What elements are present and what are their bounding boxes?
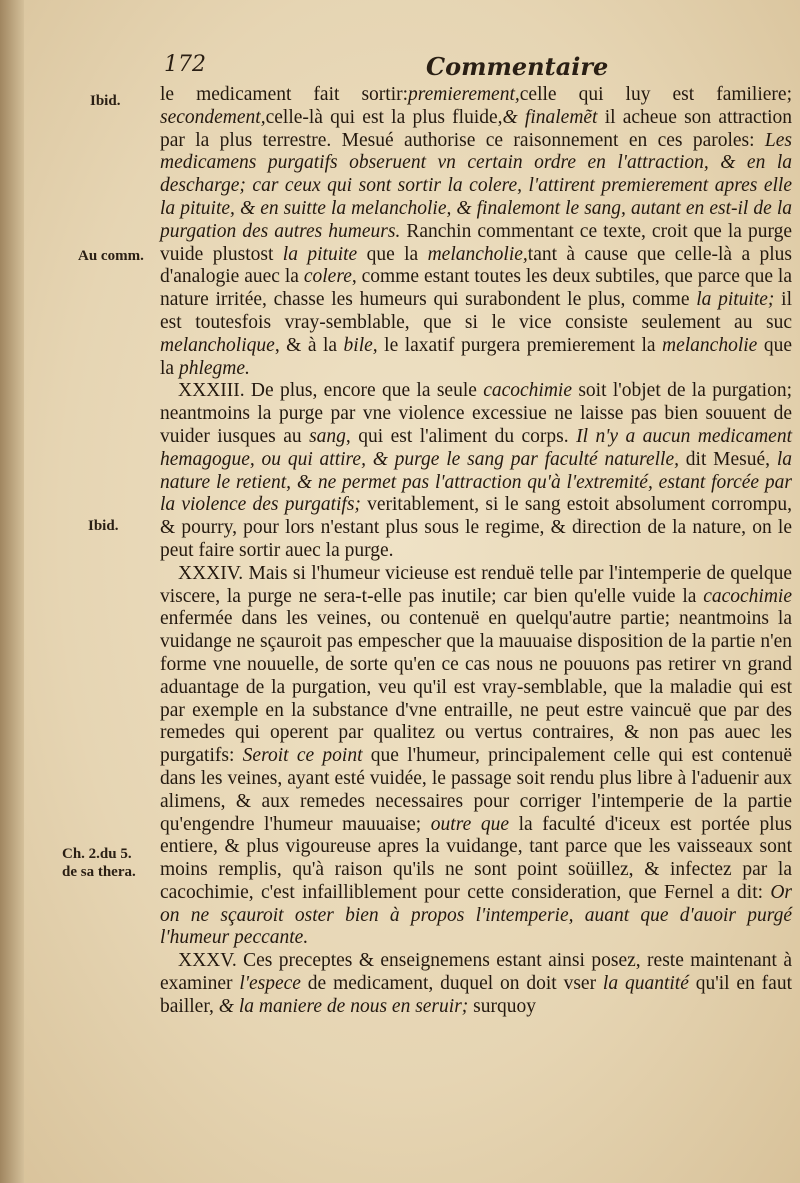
text-run: , comme estant toutes les deux subtiles, que parce que la nature irritée, chasse les humeurs qui surabondent le plus, comme: [160, 266, 792, 311]
text-run: qu'il en faut bailler,: [160, 973, 793, 1017]
margin-note-ibid-2: Ibid.: [88, 518, 119, 534]
italic-run: colere: [303, 266, 352, 288]
italic-run: melancholie: [662, 334, 758, 356]
text-run: tant à cause que celle-là a plus d'analogie auec la: [160, 243, 792, 288]
italic-run: la pituite;: [696, 289, 775, 311]
italic-run: cacochimie: [703, 585, 792, 607]
text-run: dit Mesué,: [679, 448, 777, 470]
text-run: celle qui luy est familiere;: [519, 84, 792, 105]
margin-note-au-comm: Au comm.: [78, 248, 144, 264]
text-run: XXXIV. Mais si l'humeur vicieuse est renduë telle par l'intemperie de quelque viscere, la purge ne sera-t-elle pas inutile; car bien qu'elle vuide la: [160, 562, 792, 607]
margin-note-chapter: Ch. 2.du 5.: [62, 846, 132, 862]
running-title: Commentaire: [426, 52, 609, 81]
italic-run: outre que: [430, 813, 509, 835]
paragraph-xxxv: [160, 950, 792, 1018]
text-run: Ranchin commentant ce texte, croit que la purge vuide plustost: [160, 220, 792, 265]
text-run: surquoy: [468, 995, 536, 1017]
italic-run: melancholie,: [427, 243, 528, 265]
paragraph-xxxiii: [160, 380, 792, 562]
binding-gutter: [0, 0, 24, 1183]
italic-run: la pituite: [282, 243, 358, 265]
text-run: que l'humeur, principalement celle qui est contenuë dans les veines, ayant esté vuidée, le passage soit rendu plus libre à l'aduenir aux alimens, & aux remedes necessaires pour corriger l'intemperie de la partie qu'engendre l'humeur mauuaise;: [160, 745, 792, 835]
margin-note-therapeutique: de sa thera.: [62, 864, 136, 880]
italic-run: & la maniere de nous en seruir;: [218, 995, 469, 1017]
italic-run: l'espece: [239, 973, 301, 995]
italic-run: cacochimie: [483, 380, 573, 402]
text-run: le laxatif purgera premierement la: [377, 334, 663, 356]
italic-run: & finalemẽt: [502, 106, 598, 128]
text-run: que la: [357, 243, 428, 265]
italic-run: Seroit ce point: [242, 745, 363, 767]
text-run: de medicament, duquel on doit vser: [300, 973, 603, 995]
italic-run: Or on ne sçauroit oster bien à propos l'intemperie, auant que d'auoir purgé l'humeur peccante.: [160, 881, 792, 949]
page-number: 172: [164, 52, 206, 77]
italic-run: secondement,: [160, 106, 266, 128]
italic-run: sang: [309, 425, 346, 447]
italic-run: premierement,: [408, 84, 520, 105]
text-run: XXXIII. De plus, encore que la seule: [178, 380, 484, 402]
paragraph-1: [160, 84, 792, 380]
italic-run: melancholique: [160, 334, 275, 356]
text-run: , qui est l'aliment du corps.: [345, 425, 577, 447]
text-run: le medicament fait sortir:: [160, 84, 409, 105]
text-run: veritablement, si le sang estoit absolument corrompu, & pourry, pour lors n'estant plus sous le regime, & direction de la nature, on le peut faire sortir auec la purge.: [160, 494, 792, 561]
text-run: que la: [160, 334, 792, 379]
text-run: enfermée dans les veines, ou contenuë en quelqu'autre partie; neantmoins la vuidange ne sçauroit pas empescher que la mauuaise disposition de la partie n'en forme vne nouuelle, de sorte qu'en ce cas nous ne pouuons pas retirer vn grand aduantage de la purgation, veu qu'il est vray-semblable, que la maladie qui est par exemple en la substance d'vne entraille, ne peut estre vaincuë que par des remedes qui operent par qualitez ou vertus contraires, & non pas auec les purgatifs:: [160, 608, 792, 767]
italic-run: Les medicamens purgatifs obseruent vn certain ordre en l'attraction, & en la descharge; car ceux qui sont sortir la colere, l'attirent premierement apres elle la pituite, & en suitte la melancholie, & finalemont le sang, autant en est-il de la purgation des autres humeurs.: [160, 129, 792, 242]
text-run: il est toutesfois vray-semblable, que si le vice consiste seulement au suc: [160, 289, 792, 333]
italic-run: la nature le retient, & ne permet pas l'attraction qu'à l'extremité, estant forcée par la violence des purgatifs;: [160, 448, 792, 516]
text-run: soit l'objet de la purgation; neantmoins la purge par vne violence excessiue ne laisse pas bien souuent de vuider iusques au: [160, 380, 792, 447]
margin-note-ibid-1: Ibid.: [90, 93, 121, 109]
main-text: [160, 84, 792, 1019]
text-run: celle-là qui est la plus fluide,: [265, 106, 503, 128]
paragraph-xxxiv: [160, 563, 792, 951]
text-run: , & à la: [274, 334, 344, 356]
page-header: [164, 52, 724, 88]
italic-run: bile,: [343, 334, 378, 356]
italic-run: la quantité: [602, 973, 689, 995]
text-run: XXXV. Ces preceptes & enseignemens estant ainsi posez, reste maintenant à examiner: [160, 950, 792, 995]
text-run: la faculté d'iceux est portée plus entiere, & plus vigoureuse apres la vuidange, tant parce que les vaisseaux sont moins remplis, qu'à raison qu'ils ne sont point soüillez, & infectez par la cacochimie, c'est infailliblement pour cette consideration, que Fernel a dit:: [160, 813, 793, 903]
text-run: il acheue son attraction par la plus terrestre. Mesué authorise ce raisonnement en ces paroles:: [160, 106, 792, 151]
italic-run: Il n'y a aucun medicament hemagogue, ou qui attire, & purge le sang par faculté naturelle,: [160, 425, 792, 470]
italic-run: phlegme.: [178, 357, 250, 379]
